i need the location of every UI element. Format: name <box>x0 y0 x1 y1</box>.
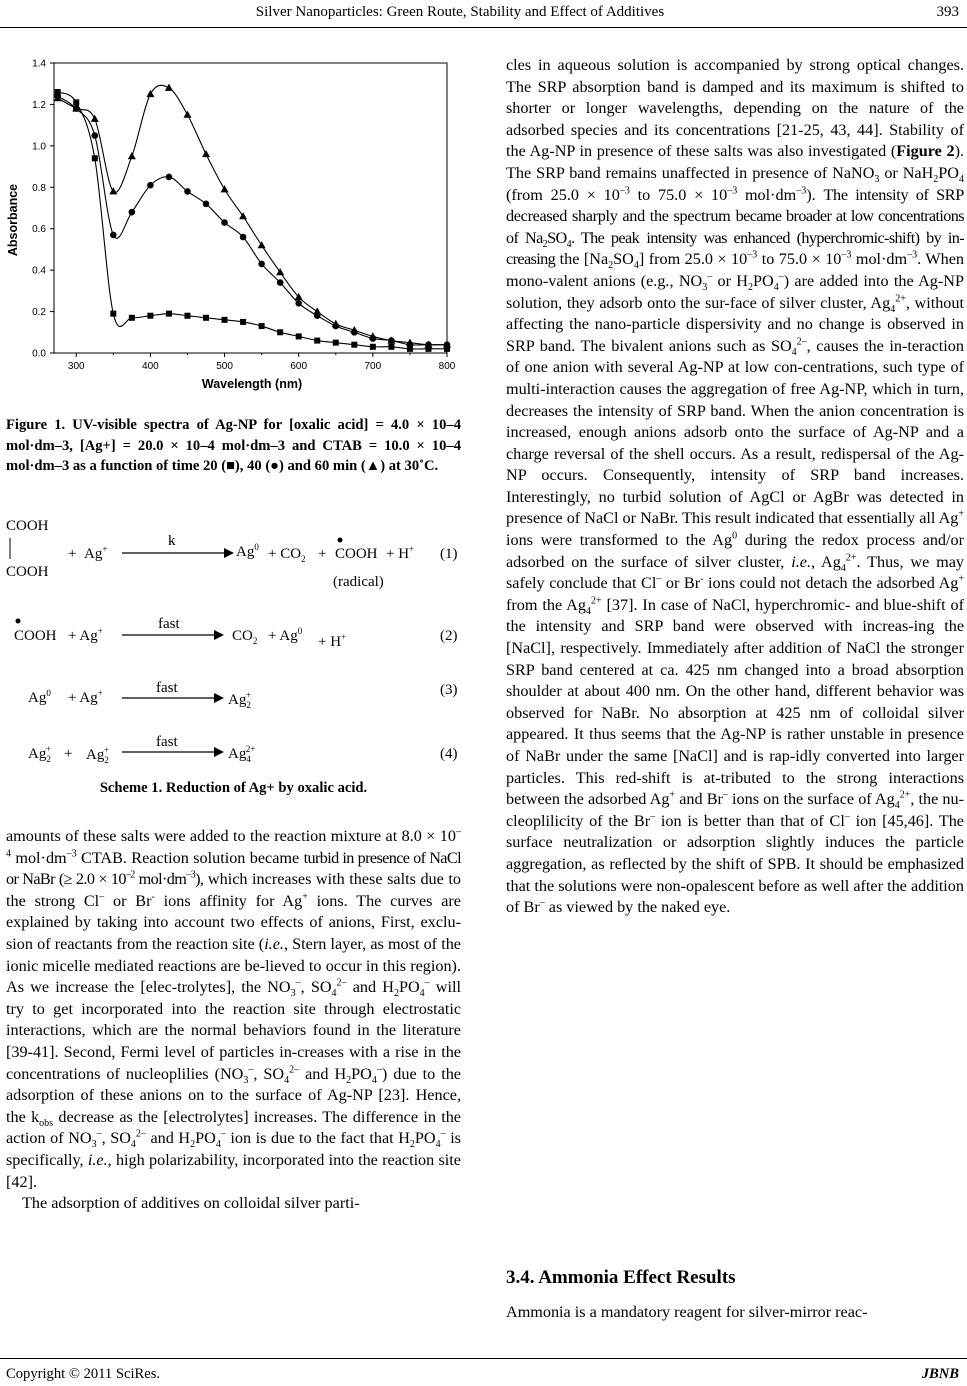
data-point-square <box>351 342 357 348</box>
r2-fast: fast <box>158 616 180 632</box>
data-point-triangle <box>183 111 191 118</box>
r1-radical-label: (radical) <box>333 574 384 590</box>
data-point-circle <box>295 300 302 307</box>
x-tick-label: 800 <box>438 361 456 372</box>
paragraph: Ammonia is a mandatory reagent for silver-mirror reac- <box>506 1303 868 1321</box>
r4-reactant-b: $Ag_2+$ <box>86 745 109 765</box>
paragraph: The adsorption of additives on colloidal silver parti- <box>22 1194 360 1213</box>
data-point-circle <box>166 174 173 181</box>
y-tick-label: 0.0 <box>32 348 46 360</box>
x-tick-label: 400 <box>142 361 159 372</box>
right-column-text <box>506 55 964 919</box>
series-line-square <box>58 92 447 349</box>
r1-cooh-radical: COOH <box>335 546 378 562</box>
figure-1-caption: Figure 1. UV-visible spectra of Ag-NP for [oxalic acid] = 4.0 × 10–4 mol·dm–3, [Ag+] = 20.0 × 10–4 mol·dm–3 and CTAB = 10.0 × 10–4 mol·dm–3 as a function of time 20 (■), 40 (●) and 60 min (▲) at 30˚C. <box>6 417 461 474</box>
paragraph: cles in aqueous solution is accompanied by strong optical changes. The SRP absorption band is damped and its maximum is shifted to shorter or longer wavelengths, depending on the nature of the adsorbed species and its concentrations [21-25, 43, 44]. Stability of the Ag-NP in presence of these salts was also investigated (Figure 2). The SRP band remains unaffected in presence of NaNO$_3$ or $NaH_2PO_4$ (from $25.0 \times 10^{-3}$ to $75.0 \times 10^{-3}$ $mol\cdot dm^{-3}$). The intensity of SRP decreased sharply and the spectrum became broader at low concentrations of $Na_2SO_4$. The peak intensity was enhanced (hyperchromic-shift) by in- creasing the $[Na_2SO_4]$ from $25.0 \times 10^{-3}$ to $75.0 \times 10^{-3}$ $mol\cdot dm^{-3}$. When mono-valent anions (e.g., $NO_3^-$ or $H_2PO_4^-$) are added into the Ag-NP solution, they adsorb onto the sur-face of silver cluster, $Ag_4^{2+}$, without affecting the nano-particle dispersivity and no change is observed in SRP band. The bivalent anions such as $SO_4^{2-}$, causes the in-teraction of one anion with several Ag-NP at low con-centrations, such type of multi-interaction causes the aggregation of free Ag-NP, which in turn, decreases the intensity of SRP band. When the anion concentration is increased, enough anions adsorb onto the surface of Ag-NP and a charge reversal of the shell occurs. As a result, redispersal of the Ag-NP occurs. Consequently, intensity of SRP band increases. Interestingly, no turbid solution of AgCl or AgBr was detected in presence of NaCl or NaBr. This result indicated that essentially all Ag+ ions were transformed to the Ag$^0$ during the redox process and/or adsorbed on the surface of silver cluster, i.e., $Ag_4^{2+}$. Thus, we may safely conclude that Cl– or Br- ions could not detach the adsorbed Ag+ from the $Ag_4^{2+}$ [37]. In case of NaCl, hyperchromic- and blue-shift of the intensity and SRP band were observed with increas-ing the [NaCl], respectively. Immediately after addition of NaCl the stronger SRP band centered at ca. 425 nm changed into a broad absorption shoulder at about 400 nm. On the other hand, different behavior was observed for NaBr. No absorption at 425 nm of colloidal silver appeared. It thus seems that the Ag-NP is rather unstable in presence of NaBr under the same [NaCl] and is rap-idly converted into larger particles. This red-shift is at-tributed to the strong interactions between the adsorbed Ag+ and Br– ions on the surface of $Ag_4^{2+}$, the nu-cleoplilicity of the Br– ion is better than that of Cl– ion [45,46]. The surface neutralization or adsorption slightly induces the particle aggregation, as reflected by the shift of SPB. It should be emphasized that the solutions were non-opalescent before as well after the addition of Br– as viewed by the naked eye. <box>506 56 965 917</box>
r1-ag0: Ag$^0$ <box>236 542 259 560</box>
data-point-triangle <box>332 320 340 327</box>
data-point-square <box>110 311 116 317</box>
r2-cooh: COOH <box>14 628 57 644</box>
data-point-triangle <box>146 90 154 97</box>
data-point-triangle <box>258 241 266 248</box>
r1-number: (1) <box>440 546 458 562</box>
series-line-circle <box>58 96 447 345</box>
data-point-square <box>222 317 228 323</box>
x-tick-label: 500 <box>216 361 233 372</box>
data-point-triangle <box>202 150 210 157</box>
x-tick-label: 700 <box>364 361 382 372</box>
r4-product: $Ag_42+$ <box>228 744 256 764</box>
data-point-triangle <box>165 84 173 91</box>
data-point-square <box>147 313 153 319</box>
data-point-triangle <box>239 212 247 219</box>
y-tick-label: 0.2 <box>32 307 46 319</box>
data-point-circle <box>203 201 210 208</box>
data-point-circle <box>277 279 284 286</box>
copyright: Copyright © 2011 SciRes. <box>6 1366 161 1382</box>
data-point-square <box>259 323 265 329</box>
data-point-triangle <box>221 185 229 192</box>
data-point-circle <box>147 182 154 189</box>
r3-plus-ag: + Ag+ <box>68 688 103 706</box>
data-point-square <box>184 313 190 319</box>
r3-fast: fast <box>156 680 178 696</box>
section-heading: 3.4. Ammonia Effect Results <box>506 1267 736 1288</box>
r4-fast: fast <box>156 734 178 750</box>
y-axis-label: Absorbance <box>6 183 20 257</box>
r1-ag-ion: Ag+ <box>84 544 108 562</box>
y-tick-label: 0.4 <box>32 265 46 277</box>
x-tick-label: 300 <box>67 361 85 372</box>
r1-h-ion: + H+ <box>386 544 415 562</box>
data-point-circle <box>129 209 136 216</box>
r2-plus-ag: + Ag+ <box>68 626 103 644</box>
data-point-square <box>314 338 320 344</box>
data-point-square <box>277 329 283 335</box>
y-tick-label: 0.8 <box>32 182 46 194</box>
data-point-square <box>129 315 135 321</box>
r1-rate-k: k <box>168 533 176 549</box>
r1-plus2: + <box>318 546 327 562</box>
header-rule <box>0 27 967 28</box>
footer-rule <box>0 1358 967 1359</box>
data-point-square <box>203 315 209 321</box>
r1-cooh-bottom: COOH <box>6 564 49 580</box>
r1-cooh-top: COOH <box>6 518 49 534</box>
data-point-circle <box>240 234 247 241</box>
data-point-triangle <box>91 115 99 122</box>
r1-co2: + $CO_2$ <box>268 546 306 564</box>
data-point-circle <box>184 188 191 195</box>
data-point-square <box>333 340 339 346</box>
r3-number: (3) <box>440 682 458 698</box>
x-axis-label: Wavelength (nm) <box>201 377 303 391</box>
r4-number: (4) <box>440 746 458 762</box>
r2-h-ion: + H+ <box>318 632 347 650</box>
data-point-square <box>166 311 172 317</box>
data-point-square <box>240 319 246 325</box>
r3-ag0: Ag$^0$ <box>28 688 51 706</box>
data-point-square <box>92 155 98 161</box>
series-line-triangle <box>58 85 447 345</box>
r4-reactant-a: $Ag_2+$ <box>28 744 51 764</box>
data-point-triangle <box>109 187 117 194</box>
figure-1-chart <box>0 55 470 395</box>
r1-plus: + <box>68 546 77 562</box>
data-point-square <box>370 344 376 350</box>
data-point-circle <box>221 219 228 226</box>
journal-abbrev: JBNB <box>921 1366 959 1382</box>
x-tick-label: 600 <box>290 361 308 372</box>
y-tick-label: 0.6 <box>32 224 46 236</box>
data-point-circle <box>258 261 265 268</box>
data-point-triangle <box>128 152 136 159</box>
data-point-triangle <box>313 307 321 314</box>
r2-ag0: + Ag$^0$ <box>268 626 303 644</box>
r4-plus: + <box>64 746 73 762</box>
right-column-tail <box>506 1302 964 1324</box>
page-number: 393 <box>936 4 959 20</box>
chart-marks <box>54 84 451 352</box>
y-tick-label: 1.4 <box>32 58 46 70</box>
paragraph: amounts of these salts were added to the reaction mixture at $8.0 \times 10^{-4}$ $mol\cdot dm^{-3}$ CTAB. Reaction solution became turbid in presence of NaCl or NaBr (≥ $2.0 \times 10^{-2}$ $mol\cdot dm^{-3}$), which increases with these salts due to the strong Cl– or Br- ions affinity for Ag+ ions. The curves are explained by taking into account two effects of anions, First, exclu-sion of reactants from the reaction site (i.e., Stern layer, as most of the ionic micelle mediated reactions are be-lieved to occur in this region). As we increase the [elec-trolytes], the $NO_3^-$, $SO_4^{2-}$ and $H_2PO_4^-$ will try to get incorporated into the reaction site through electrostatic interactions, which are the normal behaviors found in the literature [39-41]. Second, Fermi level of particles in-creases with a rise in the concentrations of nucleoplilies ($NO_3^-$, $SO_4^{2-}$ and $H_2PO_4^-$) due to the adsorption of these anions on to the surface of Ag-NP [23]. Hence, the $k_{obs}$ decrease as the [electrolytes] increases. The difference in the action of $NO_3^-$, $SO_4^{2-}$ and $H_2PO_4^-$ ion is due to the fact that $H_2PO_4^-$ is specifically, i.e., high polarizability, incorporated into the reaction site [42]. <box>6 826 461 1191</box>
left-column-text <box>6 826 461 1215</box>
data-point-square <box>296 333 302 339</box>
running-title: Silver Nanoparticles: Green Route, Stability and Effect of Additives <box>255 4 665 20</box>
data-point-circle <box>110 232 117 239</box>
y-tick-label: 1.2 <box>32 99 46 111</box>
data-point-circle <box>91 132 98 139</box>
r3-product: $Ag_2+$ <box>228 690 251 710</box>
scheme-1 <box>0 510 462 770</box>
r2-number: (2) <box>440 628 458 644</box>
scheme-1-caption: Scheme 1. Reduction of Ag+ by oxalic acid. <box>99 780 368 796</box>
y-tick-label: 1.0 <box>32 141 46 153</box>
r2-co2: $CO_2$ <box>232 628 258 646</box>
data-point-square <box>388 344 394 350</box>
